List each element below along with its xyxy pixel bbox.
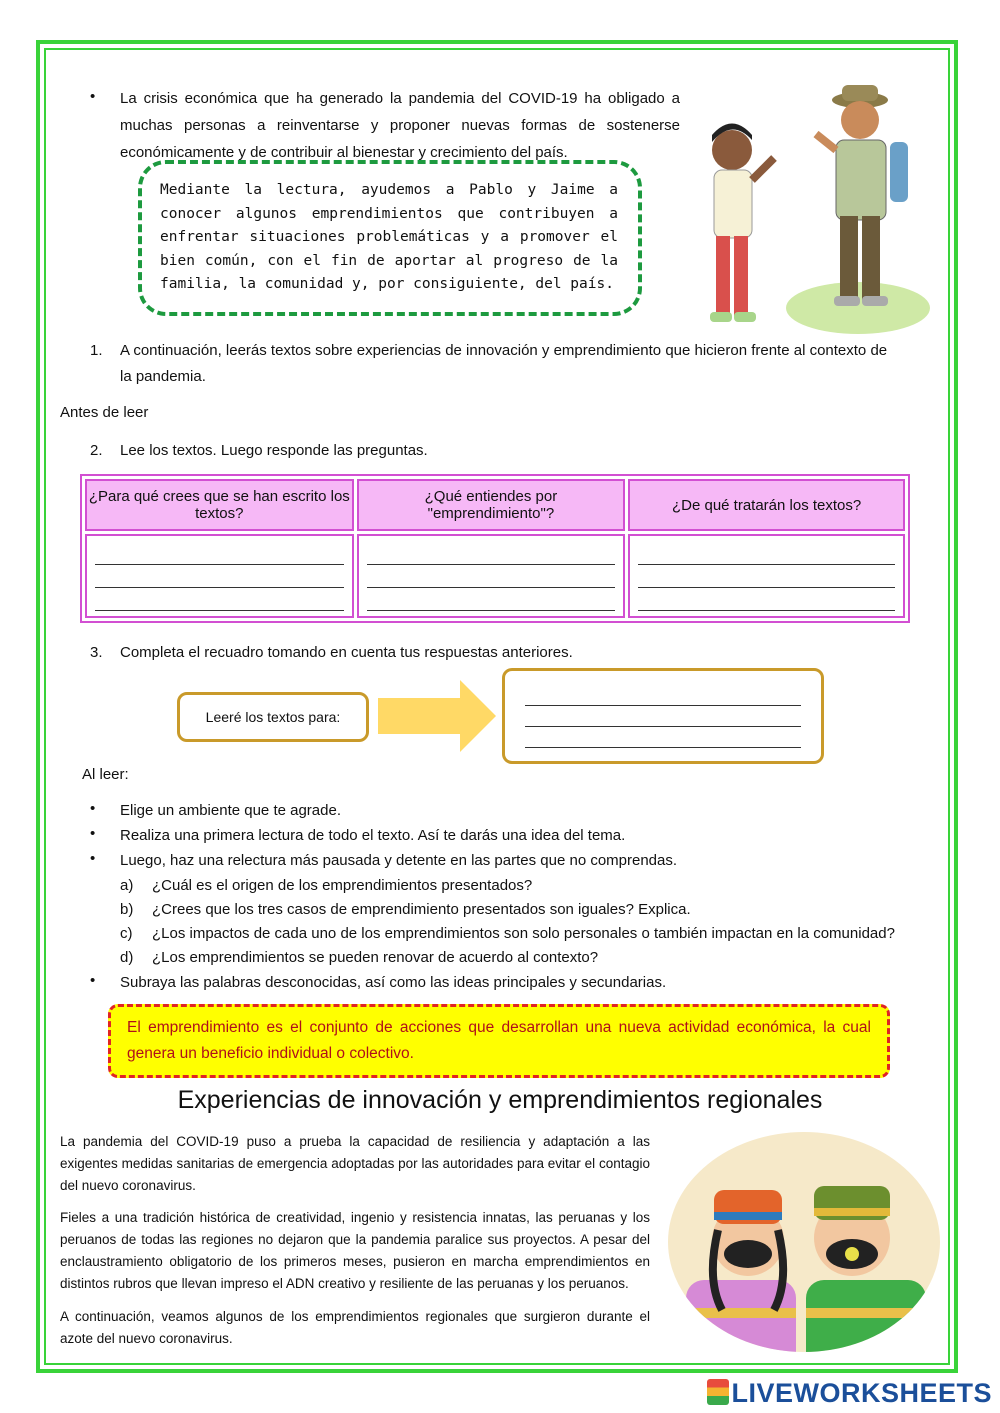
subitem-letter: b) (120, 901, 134, 918)
subitem-letter: d) (120, 949, 134, 966)
prereading-questions-table (80, 474, 910, 623)
logo-mark-icon (707, 1379, 729, 1405)
reading-purpose-text: Mediante la lectura, ayudemos a Pablo y Jaime a conocer algunos emprendimientos que contribuyen a enfrentar situaciones problemáticas y a promover el bien común, con el fin de aportar al progreso de la familia, la comunidad y, por consiguiente, del país. (160, 182, 618, 292)
bullet-dot: • (90, 850, 96, 867)
paragraph: A continuación, veamos algunos de los emprendimientos regionales que surgieron durante el azote del nuevo coronavirus. (60, 1309, 650, 1346)
al-leer-heading: Al leer: (82, 766, 129, 783)
arrow-right-icon (378, 680, 498, 752)
answer-cell-purpose[interactable] (85, 534, 354, 618)
answer-cell-topic[interactable] (628, 534, 905, 618)
item1-number: 1. (90, 342, 103, 359)
table-header-cell: ¿Qué entiendes por "emprendimiento"? (357, 479, 626, 531)
intro-bullet-text: La crisis económica que ha generado la pandemia del COVID-19 ha obligado a muchas personas a reinventarse y proponer nuevas formas de sostenerse económicamente y de contribuir al bienestar y crecimiento del país. (120, 90, 680, 161)
logo-text: LIVEWORKSHEETS (731, 1378, 992, 1408)
table-header-cell: ¿De qué tratarán los textos? (628, 479, 905, 531)
answer-cell-definition[interactable] (357, 534, 626, 618)
definition-box: El emprendimiento es el conjunto de acciones que desarrollan una nueva actividad económica, la cual genera un beneficio individual o colectivo. (108, 1004, 890, 1078)
subitem-letter: a) (120, 877, 134, 894)
al-leer-last-bullet: Subraya las palabras desconocidas, así como las ideas principales y secundarias. (120, 974, 667, 991)
bullet-dot: • (90, 88, 96, 105)
al-leer-bullet: Luego, haz una relectura más pausada y detente en las partes que no comprendas. (120, 852, 678, 869)
section-title: Experiencias de innovación y emprendimientos regionales (177, 1086, 823, 1114)
table-header-cell: ¿Para qué crees que se han escrito los textos? (85, 479, 354, 531)
bullet-dot: • (90, 972, 96, 989)
reading-purpose-label: Leeré los textos para: (205, 709, 341, 725)
bullet-dot: • (90, 800, 96, 817)
reading-purpose-answer-box[interactable] (502, 668, 824, 764)
item3-number: 3. (90, 644, 103, 661)
paragraph: La pandemia del COVID-19 puso a prueba la capacidad de resiliencia y adaptación a las exigentes medidas sanitarias de emergencia adoptadas por las autoridades para evitar el contagio del nuevo coronavirus. (60, 1134, 650, 1193)
subitem-text: ¿Crees que los tres casos de emprendimiento presentados son iguales? Explica. (152, 901, 691, 918)
item2-text: Lee los textos. Luego responde las preguntas. (120, 442, 428, 459)
al-leer-bullet: Elige un ambiente que te agrade. (120, 802, 341, 819)
liveworksheets-logo (707, 1378, 992, 1409)
subitem-text: ¿Cuál es el origen de los emprendimientos presentados? (152, 877, 533, 894)
pablo-jaime-illustration (690, 80, 940, 340)
subitem-text: ¿Los emprendimientos se pueden renovar de acuerdo al contexto? (152, 949, 599, 966)
subitem-letter: c) (120, 925, 133, 942)
paragraph: Fieles a una tradición histórica de creatividad, ingenio y resistencia innatas, las peruanas y los peruanos de todas las regiones no dejaron que la pandemia paralice sus proyectos. A pesar del enclaustramiento obligatorio de los primeros meses, pusieron en marcha emprendimientos en distintos rubros que llevan impreso el ADN creativo y resiliente de las peruanas y los peruanos. (60, 1210, 650, 1291)
subitem-text: ¿Los impactos de cada uno de los emprendimientos son solo personales o también impactan en la comunidad? (152, 925, 895, 942)
al-leer-bullet: Realiza una primera lectura de todo el texto. Así te darás una idea del tema. (120, 827, 626, 844)
item2-number: 2. (90, 442, 103, 459)
bullet-dot: • (90, 825, 96, 842)
reading-purpose-label-box (177, 692, 369, 742)
andean-children-illustration (666, 1130, 942, 1360)
item3-text: Completa el recuadro tomando en cuenta tus respuestas anteriores. (120, 644, 573, 661)
item1-text: A continuación, leerás textos sobre experiencias de innovación y emprendimiento que hicieron frente al contexto de la pandemia. (120, 342, 888, 385)
antes-de-leer-heading: Antes de leer (60, 404, 149, 421)
